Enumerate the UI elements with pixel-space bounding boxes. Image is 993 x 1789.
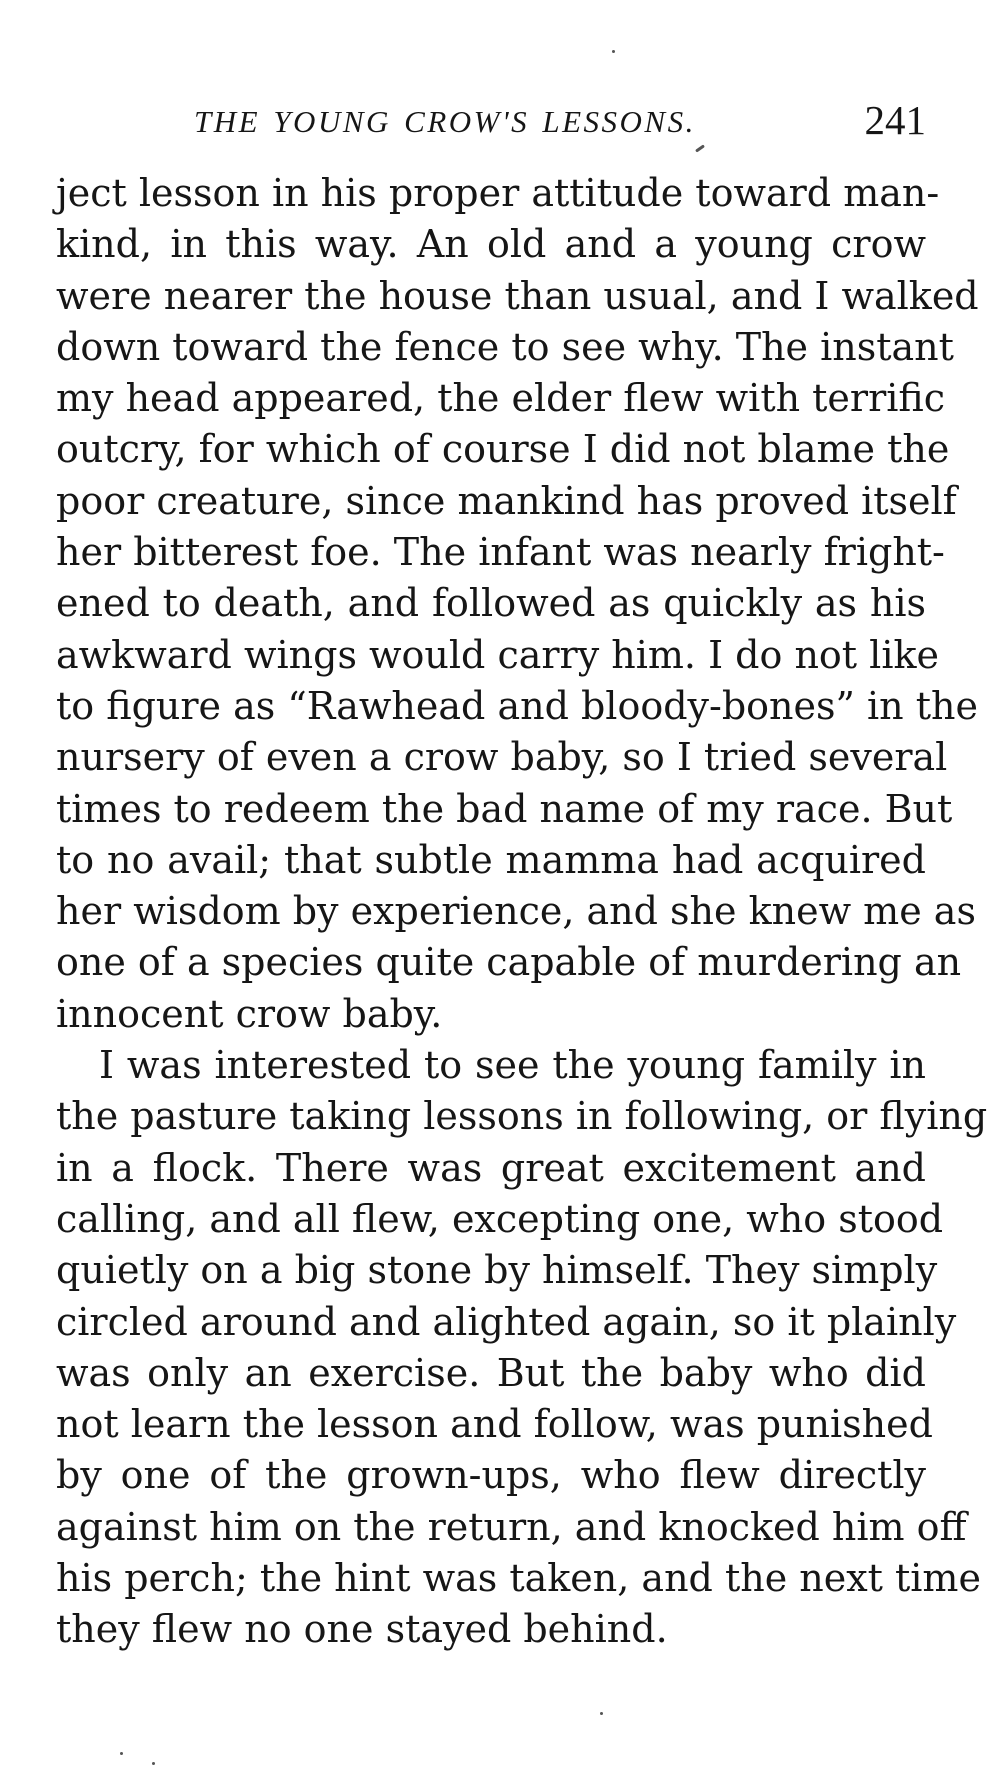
text-line: I was interested to see the young family in	[99, 1043, 926, 1088]
text-line: to no avail; that subtle mamma had acquired	[56, 837, 926, 882]
text-line: ject lesson in his proper attitude toward man-	[56, 171, 940, 215]
text-line: kind, in this way. An old and a young crow	[56, 222, 926, 267]
paragraph-1	[56, 168, 979, 1040]
text-line: to figure as “Rawhead and bloody-bones” in the	[56, 683, 978, 728]
paper-speck	[152, 1762, 155, 1765]
paper-speck	[600, 1712, 603, 1715]
text-line: calling, and all flew, excepting one, who stood	[56, 1196, 944, 1241]
paper-speck	[612, 50, 615, 53]
text-line: was only an exercise. But the baby who did	[56, 1350, 926, 1395]
text-line: one of a species quite capable of murdering an	[56, 940, 962, 985]
paper-speck	[120, 1752, 123, 1755]
text-line: by one of the grown-ups, who flew directly	[56, 1453, 926, 1498]
text-line: they flew no one stayed behind.	[56, 1607, 668, 1652]
text-line: ened to death, and followed as quickly as his	[56, 581, 926, 626]
text-line: innocent crow baby.	[56, 991, 443, 1036]
text-line: the pasture taking lessons in following, or flying	[56, 1094, 988, 1139]
text-line: down toward the fence to see why. The instant	[56, 324, 954, 369]
text-line: poor creature, since mankind has proved itself	[56, 478, 957, 523]
text-line: my head appeared, the elder flew with terrific	[56, 376, 946, 421]
text-line: not learn the lesson and follow, was punished	[56, 1402, 933, 1447]
paragraph-2	[56, 1040, 988, 1656]
text-line: in a flock. There was great excitement and	[56, 1145, 926, 1190]
body-text	[56, 168, 988, 1656]
text-line: circled around and alighted again, so it plainly	[56, 1299, 957, 1344]
text-line: outcry, for which of course I did not blame the	[56, 427, 950, 472]
text-line: quietly on a big stone by himself. They simply	[56, 1248, 938, 1293]
text-line: her wisdom by experience, and she knew me as	[56, 889, 976, 934]
text-line: nursery of even a crow baby, so I tried several	[56, 735, 948, 780]
running-title: THE YOUNG CROW'S LESSONS.	[194, 104, 696, 139]
text-line: awkward wings would carry him. I do not like	[56, 632, 939, 677]
text-line: times to redeem the bad name of my race. But	[56, 786, 953, 831]
text-line: against him on the return, and knocked him off	[56, 1504, 967, 1549]
running-head	[56, 96, 926, 146]
text-line: were nearer the house than usual, and I walked	[56, 273, 979, 318]
text-line: her bitterest foe. The infant was nearly fright-	[56, 530, 945, 575]
page-number: 241	[864, 97, 926, 143]
text-line: his perch; the hint was taken, and the next time	[56, 1556, 981, 1601]
